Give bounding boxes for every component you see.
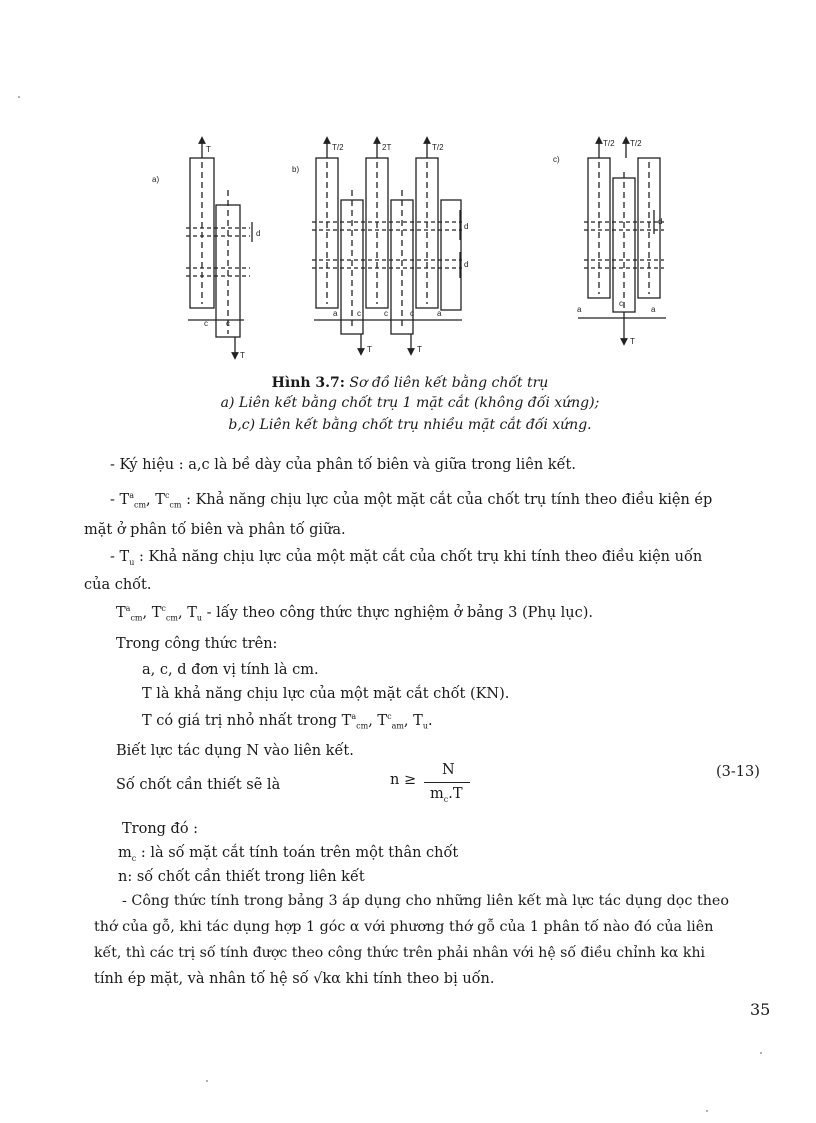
equation-numerator: N xyxy=(442,762,455,778)
page-number: 35 xyxy=(750,1000,771,1019)
panel-c-dim-a2: a xyxy=(651,305,656,314)
body-p13: n: số chốt cần thiết trong liên kết xyxy=(118,869,365,885)
panel-b-load-right: T/2 xyxy=(432,143,444,152)
panel-c-dim-d: d xyxy=(658,217,663,226)
figure-caption xyxy=(120,375,700,391)
equation-denominator: $m_c.T$ xyxy=(430,786,463,804)
body-p9: Biết lực tác dụng N vào liên kết. xyxy=(116,743,354,759)
body-p4: $T^a_{cm}$, $T^c_{cm}$, $T_u$ - lấy theo công thức thực nghiệm ở bảng 3 (Phụ lục). xyxy=(116,604,594,623)
panel-a-dim-c2: c xyxy=(226,319,230,328)
scan-speck xyxy=(706,1110,708,1112)
figure-caption-label: Hình 3.7: xyxy=(271,375,345,391)
body-p2-rest: : Khả năng chịu lực của một mặt cắt của chốt trụ tính theo điều kiện ép xyxy=(186,491,713,508)
body-p6: a, c, d đơn vị tính là cm. xyxy=(142,662,319,678)
equation-number: (3-13) xyxy=(716,764,760,780)
panel-b-dim-a2: a xyxy=(437,309,442,318)
panel-c-load-bottom: T xyxy=(630,337,635,346)
panel-a-load-bottom: T xyxy=(240,351,245,360)
panel-b-dim-c1: c xyxy=(357,309,361,318)
panel-b-dim-d2: d xyxy=(464,260,469,269)
body-p17-tail: khi tính theo bị uốn. xyxy=(345,971,495,987)
figure-caption-title: Sơ đồ liên kết bằng chốt trụ xyxy=(349,375,549,391)
panel-b-load-b2: T xyxy=(417,345,422,354)
body-p2: - $T^a_{cm}$, $T^c_{cm}$ : Khả năng chịu lực của một mặt cắt của chốt trụ tính theo điều kiện ép xyxy=(110,491,713,510)
panel-c-label: c) xyxy=(553,155,560,164)
scan-speck xyxy=(206,1080,208,1082)
figure-panel-b xyxy=(312,140,462,352)
body-p12-text: : là số mặt cắt tính toán trên một thân chốt xyxy=(140,845,459,861)
panel-b-load-left: T/2 xyxy=(332,143,344,152)
body-p2b: mặt ở phân tố biên và phân tố giữa. xyxy=(84,522,346,538)
panel-c-dim-c: c xyxy=(619,299,623,308)
connection-figure xyxy=(0,0,816,370)
body-p16-sym: kα xyxy=(660,945,679,961)
panel-a-label: a) xyxy=(152,175,160,184)
figure-caption-line1: a) Liên kết bằng chốt trụ 1 mặt cắt (không đối xứng); xyxy=(220,395,600,411)
body-p15: thớ của gỗ, khi tác dụng hợp 1 góc α với phương thớ gỗ của 1 phân tố nào đó của liên xyxy=(94,919,714,935)
body-p8: T có giá trị nhỏ nhất trong $T^a_{cm}$, $T^c_{am}$, $T_u$. xyxy=(142,712,433,731)
panel-c-load-left: T/2 xyxy=(603,139,615,148)
body-p16-text: kết, thì các trị số tính được theo công thức trên phải nhân với hệ số điều chỉnh xyxy=(94,945,656,961)
panel-c-dim-a1: a xyxy=(577,305,582,314)
panel-b-dim-a1: a xyxy=(333,309,338,318)
body-p11: Trong đó : xyxy=(122,821,199,837)
body-p3b: của chốt. xyxy=(84,577,152,593)
figure-panel-a xyxy=(186,140,252,356)
body-p3: - $T_u$ : Khả năng chịu lực của một mặt cắt của chốt trụ khi tính theo điều kiện uốn xyxy=(110,549,703,567)
panel-b-dim-c2: c xyxy=(384,309,388,318)
panel-a-dim-c1: c xyxy=(204,319,208,328)
panel-b-dim-d1: d xyxy=(464,222,469,231)
panel-b-dim-c3: c xyxy=(410,309,414,318)
panel-a-load-top: T xyxy=(206,145,211,154)
body-p1: - Ký hiệu : a,c là bề dày của phân tố biên và giữa trong liên kết. xyxy=(110,457,576,473)
body-p10: Số chốt cần thiết sẽ là xyxy=(116,777,281,793)
equation-lhs: n ≥ xyxy=(390,772,417,788)
body-p4-rest: - lấy theo công thức thực nghiệm ở bảng 3 (Phụ lục). xyxy=(206,604,594,621)
body-p5: Trong công thức trên: xyxy=(116,636,278,652)
fraction-bar xyxy=(424,782,470,783)
figure-caption-line2: b,c) Liên kết bằng chốt trụ nhiều mặt cắt đối xứng. xyxy=(228,417,592,433)
body-p16 xyxy=(94,946,705,960)
body-p12: $m_c$ : là số mặt cắt tính toán trên một thân chốt xyxy=(118,845,459,863)
body-p7: T là khả năng chịu lực của một mặt cắt chốt (KN). xyxy=(142,686,510,702)
panel-b-load-b1: T xyxy=(367,345,372,354)
body-p8-text: T có giá trị nhỏ nhất trong xyxy=(142,712,338,729)
scan-speck xyxy=(18,96,20,98)
body-p3-rest: : Khả năng chịu lực của một mặt cắt của chốt trụ khi tính theo điều kiện uốn xyxy=(138,549,703,565)
scan-speck xyxy=(760,1052,762,1054)
body-p16-tail: khi xyxy=(682,945,706,961)
body-p17-text: tính ép mặt, và nhân tố hệ số xyxy=(94,971,309,987)
panel-b-load-mid: 2T xyxy=(382,143,392,152)
panel-c-load-right: T/2 xyxy=(630,139,642,148)
panel-b-label: b) xyxy=(292,165,300,174)
equation-3-13 xyxy=(390,762,480,808)
body-p14: - Công thức tính trong bảng 3 áp dụng cho những liên kết mà lực tác dụng dọc theo xyxy=(122,893,729,909)
panel-a-dim-d: d xyxy=(256,229,261,238)
body-p17 xyxy=(94,972,494,987)
body-p17-sym: √kα xyxy=(313,971,341,987)
